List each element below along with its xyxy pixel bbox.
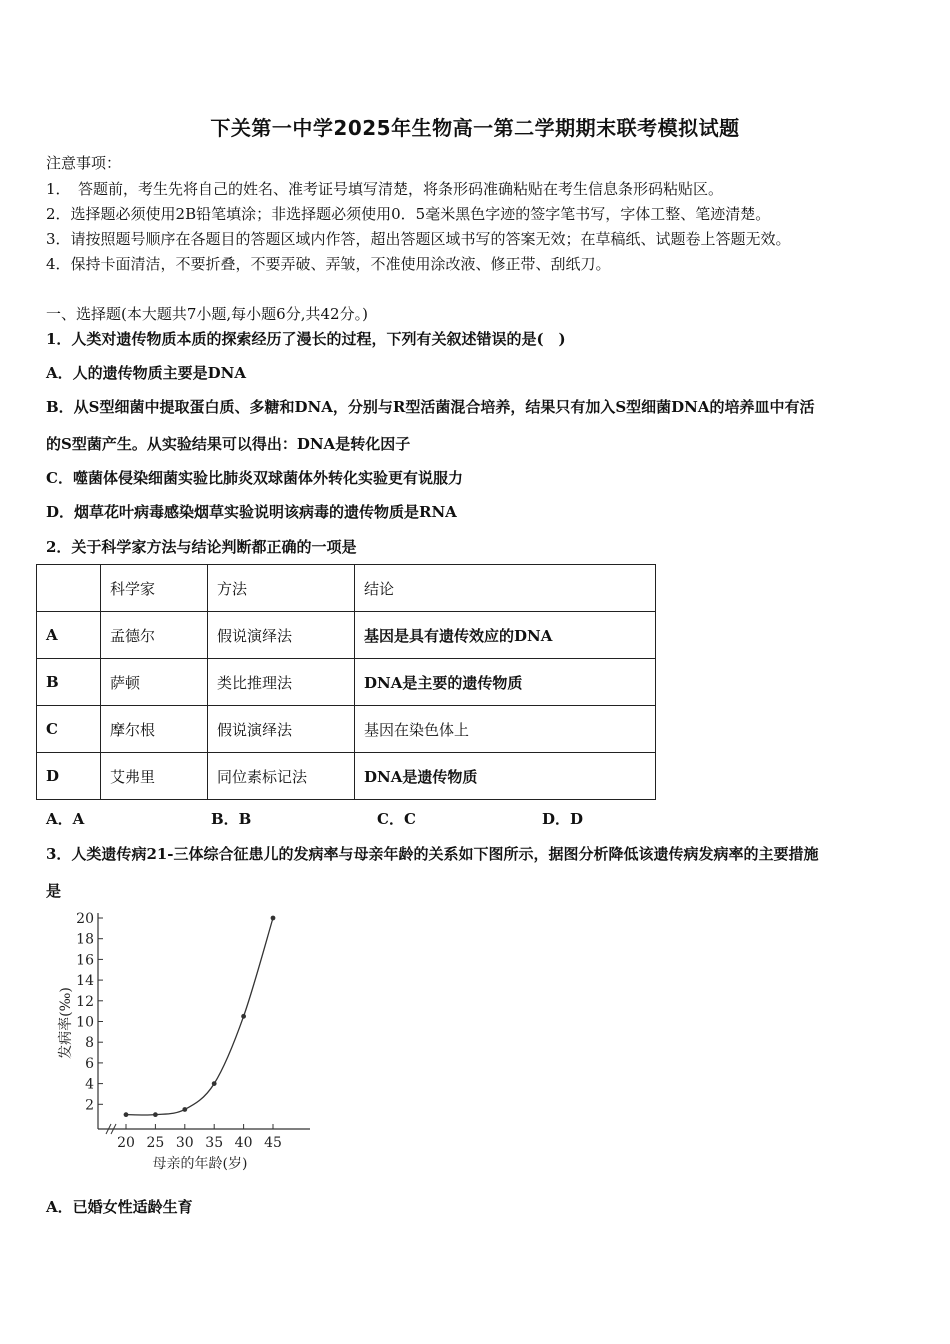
y-tick-label: 18 [76, 931, 94, 948]
question-1-option-b-line1: B．从S型细菌中提取蛋白质、多糖和DNA，分别与R型活菌混合培养，结果只有加入S型细菌DNA的培养皿中有活 [46, 398, 815, 416]
question-1-option-c: C．噬菌体侵染细菌实验比肺炎双球菌体外转化实验更有说服力 [46, 469, 463, 487]
notice-item-2: 2．选择题必须使用2B铅笔填涂；非选择题必须使用0．5毫米黑色字迹的签字笔书写，字体工整、笔迹清楚。 [46, 205, 771, 223]
y-tick-label: 16 [76, 952, 94, 969]
table-row [37, 612, 656, 659]
table-cell: 假说演绎法 [208, 612, 355, 659]
y-tick-label: 8 [85, 1035, 94, 1052]
x-tick-label: 25 [146, 1135, 165, 1151]
table-cell: 基因是具有遗传效应的DNA [355, 612, 656, 659]
question-1-stem: 1．人类对遗传物质本质的探索经历了漫长的过程，下列有关叙述错误的是( ) [46, 330, 566, 348]
table-cell: 艾弗里 [101, 753, 208, 800]
table-cell: DNA是遗传物质 [355, 753, 656, 800]
x-tick-label: 40 [234, 1135, 253, 1151]
question-1-option-b-line2: 的S型菌产生。从实验结果可以得出：DNA是转化因子 [46, 435, 411, 453]
page-title: 下关第一中学2025年生物高一第二学期期末联考模拟试题 [210, 116, 740, 140]
x-axis-label: 母亲的年龄(岁) [152, 1156, 248, 1172]
table-cell: A [37, 612, 101, 659]
question-1-option-a: A．人的遗传物质主要是DNA [46, 364, 246, 382]
question-3-stem-line1: 3．人类遗传病21-三体综合征患儿的发病率与母亲年龄的关系如下图所示，据图分析降低该遗传病发病率的主要措施 [46, 845, 819, 863]
question-3-stem-line2: 是 [46, 882, 62, 900]
table-header-method: 方法 [208, 565, 355, 612]
table-cell: 假说演绎法 [208, 706, 355, 753]
y-tick-label: 14 [76, 973, 94, 990]
x-tick-label: 20 [117, 1135, 135, 1151]
table-cell: 同位素标记法 [208, 753, 355, 800]
table-cell: 孟德尔 [101, 612, 208, 659]
notice-item-3: 3．请按照题号顺序在各题目的答题区域内作答，超出答题区域书写的答案无效；在草稿纸、试题卷上答题无效。 [46, 230, 791, 248]
incidence-curve [126, 918, 273, 1115]
table-header-row [37, 565, 656, 612]
question-3-option-a: A．已婚女性适龄生育 [46, 1198, 193, 1216]
table-cell: C [37, 706, 101, 753]
table-cell: DNA是主要的遗传物质 [355, 659, 656, 706]
y-tick-label: 2 [85, 1097, 94, 1114]
x-tick-label: 45 [264, 1135, 282, 1151]
data-point [182, 1107, 187, 1112]
scientist-table [36, 564, 656, 800]
data-point [124, 1112, 129, 1117]
section-heading: 一、选择题(本大题共7小题,每小题6分,共42分。) [46, 305, 368, 323]
y-axis-label: 发病率(‰) [58, 987, 74, 1059]
y-tick-label: 12 [76, 993, 94, 1010]
table-header-conclusion: 结论 [355, 565, 656, 612]
table-header-scientist: 科学家 [101, 565, 208, 612]
table-cell: D [37, 753, 101, 800]
table-row [37, 659, 656, 706]
notice-heading: 注意事项： [46, 154, 122, 172]
y-tick-label: 6 [85, 1055, 94, 1072]
table-cell: 基因在染色体上 [355, 706, 656, 753]
data-point [212, 1081, 217, 1086]
question-2-answer-b: B．B [211, 810, 252, 828]
table-cell: 类比推理法 [208, 659, 355, 706]
table-row [37, 753, 656, 800]
table-cell [37, 565, 101, 612]
notice-item-4: 4．保持卡面清洁，不要折叠，不要弄破、弄皱，不准使用涂改液、修正带、刮纸刀。 [46, 255, 611, 273]
question-2-answer-d: D．D [542, 810, 584, 828]
y-tick-label: 20 [76, 911, 94, 927]
question-2-answer-a: A．A [46, 810, 85, 828]
incidence-chart-svg [50, 905, 320, 1175]
incidence-chart [50, 905, 320, 1175]
data-point [153, 1112, 158, 1117]
x-tick-label: 30 [175, 1135, 194, 1151]
data-point [271, 916, 276, 921]
table-cell: 萨顿 [101, 659, 208, 706]
x-tick-label: 35 [205, 1135, 224, 1151]
y-tick-label: 10 [76, 1014, 94, 1031]
data-point [241, 1014, 246, 1019]
table-row [37, 706, 656, 753]
question-2-answer-c: C．C [377, 810, 416, 828]
question-2-stem: 2．关于科学家方法与结论判断都正确的一项是 [46, 538, 357, 556]
notice-item-1: 1． 答题前，考生先将自己的姓名、准考证号填写清楚，将条形码准确粘贴在考生信息条形码粘贴区。 [46, 180, 724, 198]
question-1-option-d: D．烟草花叶病毒感染烟草实验说明该病毒的遗传物质是RNA [46, 503, 457, 521]
table-cell: 摩尔根 [101, 706, 208, 753]
y-tick-label: 4 [85, 1076, 94, 1093]
table-cell: B [37, 659, 101, 706]
